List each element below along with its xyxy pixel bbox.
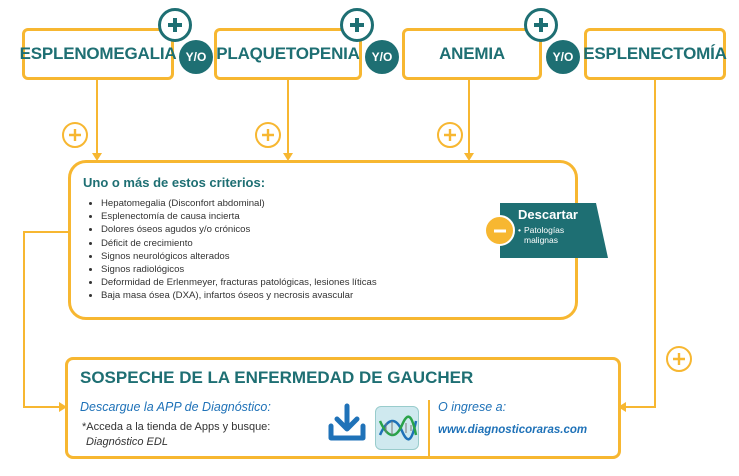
criteria-title: Uno o más de estos criterios:	[83, 175, 266, 190]
minus-icon	[484, 215, 515, 246]
gaucher-box	[65, 357, 621, 459]
list-item: • Signos radiológicos	[101, 263, 377, 276]
box-plaquetopenia	[214, 28, 362, 80]
app-heading: Descargue la APP de Diagnóstico:	[80, 400, 271, 414]
list-item: • Esplenectomía de causa incierta	[101, 210, 377, 223]
list-item: • Signos neurológicos alterados	[101, 250, 377, 263]
plus-icon	[524, 8, 558, 42]
descartar-item: • Patologías malignas	[518, 225, 586, 245]
list-item: • Hepatomegalia (Disconfort abdominal)	[101, 197, 377, 210]
plus-icon	[437, 122, 463, 148]
box-esplenectomia	[584, 28, 726, 80]
dna-app-icon[interactable]	[375, 406, 419, 450]
descartar-panel	[500, 203, 608, 258]
box-label: ESPLENOMEGALIA	[19, 44, 177, 63]
plus-icon	[62, 122, 88, 148]
download-icon[interactable]	[326, 402, 368, 444]
yo-badge: Y/O	[179, 40, 213, 74]
plus-icon	[255, 122, 281, 148]
list-item: • Deformidad de Erlenmeyer, fracturas patológicas, lesiones líticas	[101, 276, 377, 289]
criteria-list	[89, 197, 377, 303]
box-label: PLAQUETOPENIA	[216, 44, 360, 63]
yo-badge: Y/O	[546, 40, 580, 74]
descartar-title: Descartar	[518, 207, 578, 222]
plus-icon	[666, 346, 692, 372]
gaucher-title: SOSPECHE DE LA ENFERMEDAD DE GAUCHER	[80, 368, 474, 387]
box-label: ANEMIA	[439, 44, 505, 63]
box-esplenomegalia	[19, 28, 177, 80]
box-label: ESPLENECTOMÍA	[583, 44, 727, 63]
list-item: • Dolores óseos agudos y/o crónicos	[101, 223, 377, 236]
app-name: Diagnóstico EDL	[86, 436, 168, 448]
web-link[interactable]: www.diagnosticoraras.com	[438, 424, 588, 436]
divider	[428, 400, 430, 458]
app-instruction: *Acceda a la tienda de Apps y busque:	[82, 421, 271, 433]
plus-icon	[340, 8, 374, 42]
list-item: • Déficit de crecimiento	[101, 237, 377, 250]
web-heading: O ingrese a:	[438, 400, 507, 414]
list-item: • Baja masa ósea (DXA), infartos óseos y necrosis avascular	[101, 289, 377, 302]
plus-icon	[158, 8, 192, 42]
yo-badge: Y/O	[365, 40, 399, 74]
box-anemia	[402, 28, 542, 80]
descartar-item-text: Patologías malignas	[523, 225, 565, 245]
